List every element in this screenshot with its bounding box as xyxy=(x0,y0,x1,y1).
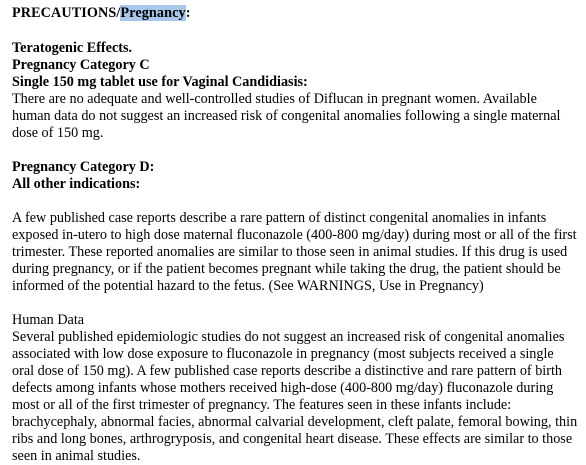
human-data-paragraph: Several published epidemiologic studies do not suggest an increased risk of congenital anomalies associated with low dose exposure to fluconazole in pregnancy (most subjects received a single oral dose of 150 mg). A few published case reports describe a distinctive and rare pattern of birth defects among infants whose mothers received high-dose (400-800 mg/day) fluconazole during most or all of the first trimester of pregnancy. The features seen in these infants include: brachycephaly, abnormal facies, abnormal calvarial development, cleft palate, femoral bowing, thin ribs and long bones, arthrogryposis, and congenital heart disease. These effects are similar to those seen in animal studies. xyxy=(12,329,578,464)
spacer xyxy=(12,22,578,40)
category-d-heading: Pregnancy Category D: xyxy=(12,159,155,175)
spacer xyxy=(12,142,578,159)
human-data-heading: Human Data xyxy=(12,312,85,328)
teratogenic-heading: Teratogenic Effects. xyxy=(12,40,133,56)
section-title-suffix: : xyxy=(185,5,191,21)
spacer xyxy=(12,193,578,210)
spacer xyxy=(12,295,578,312)
other-indications-heading: All other indications: xyxy=(12,176,141,192)
section-title xyxy=(12,5,578,22)
single-dose-heading: Single 150 mg tablet use for Vaginal Candidiasis: xyxy=(12,74,308,90)
section-title-prefix: PRECAUTIONS/ xyxy=(12,5,121,21)
single-dose-paragraph: There are no adequate and well-controlled studies of Diflucan in pregnant women. Available human data do not suggest an increased risk of congenital anomalies following a single maternal dose of 150 mg. xyxy=(12,91,561,141)
highlighted-search-term[interactable]: Pregnancy xyxy=(120,5,186,21)
category-c-heading: Pregnancy Category C xyxy=(12,57,150,73)
category-d-paragraph: A few published case reports describe a rare pattern of distinct congenital anomalies in infants exposed in-utero to high dose maternal fluconazole (400-800 mg/day) during most or all of the first trimester. These reported anomalies are similar to those seen in animal studies. If this drug is used during pregnancy, or if the patient becomes pregnant while taking the drug, the patient should be informed of the potential hazard to the fetus. (See WARNINGS, Use in Pregnancy) xyxy=(12,210,577,294)
